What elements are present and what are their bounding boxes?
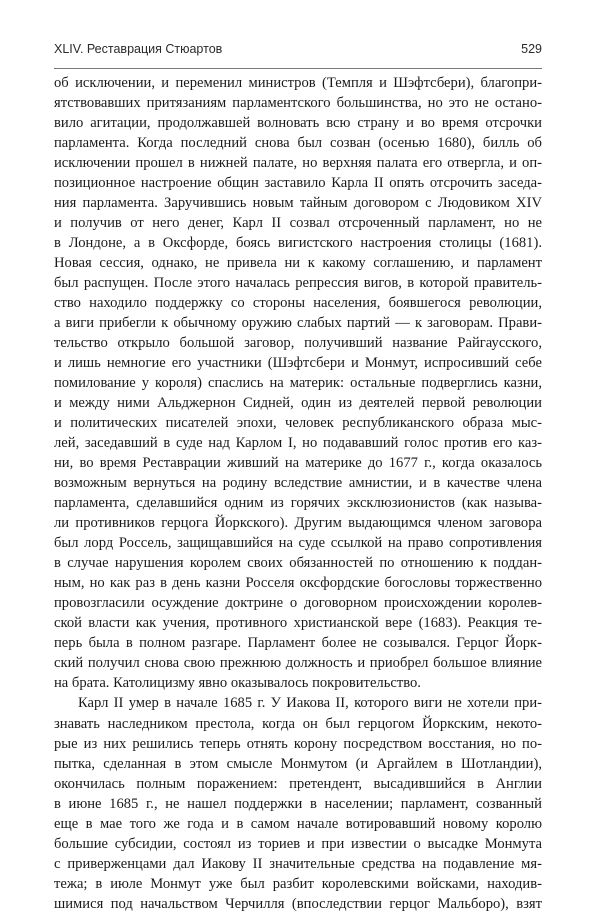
text-line: ской власти как учения, противного христианской вере (1683). Реакция те- (54, 615, 542, 632)
text-line: перь была в полном разгаре. Парламент более не созывался. Герцог Йорк- (54, 635, 542, 652)
text-line: рые из них решились теперь отнять корону посредством восстания, но по- (54, 735, 542, 752)
text-line: лей, заседавший в суде над Карлом I, но подававший голос против его каз- (54, 435, 542, 452)
text-line: на брата. Католицизму явно оказывалось покровительство. (54, 675, 421, 692)
text-line: ни, во время Реставрации живший на материке до 1677 г., когда оказалось (54, 455, 542, 472)
text-line: в Лондоне, а в Оксфорде, боясь вигистского настроения столицы (1681). (54, 235, 542, 252)
text-line: парламента. Когда последний снова был созван (осенью 1680), билль об (54, 135, 542, 152)
text-line: помилование у короля) спаслись на материк: остальные подверглись казни, (54, 375, 542, 392)
text-line: тельство открыло большой заговор, получивший название Райгаусского, (54, 335, 542, 352)
text-line: пытка, сделанная в этом смысле Монмутом (и Аргайлем в Шотландии), (54, 755, 542, 772)
text-line: еще в мае того же года и в самом начале вотировавший новому королю (54, 815, 542, 832)
text-line: ным, но как раз в день казни Росселя оксфордские богословы торжественно (54, 575, 542, 592)
text-line: большие субсидии, состоял из ториев и при известии о высадке Монмута (54, 835, 542, 852)
text-line: был распущен. После этого началась репрессия вигов, в которой правитель- (54, 275, 542, 292)
page-number: 529 (521, 42, 542, 56)
text-line: Новая сессия, однако, не привела ни к какому соглашению, и парламент (54, 255, 542, 272)
text-line: парламента, сделавшийся одним из горячих эксклюзионистов (как называ- (54, 495, 542, 512)
paragraph (54, 73, 542, 693)
text-line: и получив от него денег, Карл II созвал отсроченный парламент, но не (54, 215, 542, 232)
text-line: вило агитации, продолжавшей волновать всю страну и во время отсрочки (54, 115, 542, 132)
text-line: возможным вернуться на родину вследствие амнистии, и в качестве члена (54, 475, 542, 492)
text-line: ли противников герцога Йоркского). Другим выдающимся членом заговора (54, 515, 542, 532)
text-line: Карл II умер в начале 1685 г. У Иакова II, которого виги не хотели при- (78, 695, 542, 712)
text-line: ятствовавших притязаниям парламентского большинства, но это не остано- (54, 95, 542, 112)
text-line: с приверженцами дал Иакову II значительные средства на подавление мя- (54, 855, 542, 872)
text-line: и политических писателей эпохи, человек республиканского образа мыс- (54, 415, 542, 432)
text-line: окончилась полным поражением: претендент, высадившийся в Англии (54, 775, 542, 792)
text-line: исключении прошел в нижней палате, но верхняя палата его отвергла, и оп- (54, 155, 542, 172)
text-line: был лорд Россель, защищавшийся на суде ссылкой на право сопротивления (54, 535, 542, 552)
text-line: ния парламента. Заручившись новым тайным договором с Людовиком XIV (54, 195, 542, 212)
text-line: и между ними Альджернон Сидней, один из деятелей первой революции (54, 395, 542, 412)
text-line: в июне 1685 г., не нашел поддержки в населении; парламент, созванный (54, 795, 542, 812)
text-line: ский получил снова свою прежнюю должность и приобрел большое влияние (54, 655, 542, 672)
text-line: а виги прибегли к обычному оружию слабых партий — к заговорам. Прави- (54, 315, 542, 332)
text-line: тежа; в июле Монмут уже был разбит королевскими войсками, находив- (54, 875, 542, 892)
running-head (54, 42, 542, 64)
text-line: позиционное настроение общин заставило Карла II опять отсрочить заседа- (54, 175, 542, 192)
body-text (54, 73, 542, 914)
text-line: шимися под начальством Черчилля (впоследствии герцог Мальборо), взят (54, 895, 542, 912)
text-line: в случае нарушения королем своих обязанностей по отношению к поддан- (54, 555, 542, 572)
page (54, 42, 542, 914)
text-line: провозгласили осуждение доктрине о договорном происхождении королев- (54, 595, 542, 612)
text-line: знавать наследником престола, когда он был герцогом Йоркским, некото- (54, 715, 542, 732)
chapter-title: XLIV. Реставрация Стюартов (54, 42, 223, 56)
text-line: и лишь немногие его участники (Шэфтсбери и Монмут, испросивший себе (54, 355, 542, 372)
text-line: ство находило поддержку со стороны населения, боявшегося революции, (54, 295, 542, 312)
text-line: об исключении, и переменил министров (Темпля и Шэфтсбери), благопри- (54, 75, 542, 91)
paragraph (54, 693, 542, 913)
header-rule (54, 68, 542, 69)
